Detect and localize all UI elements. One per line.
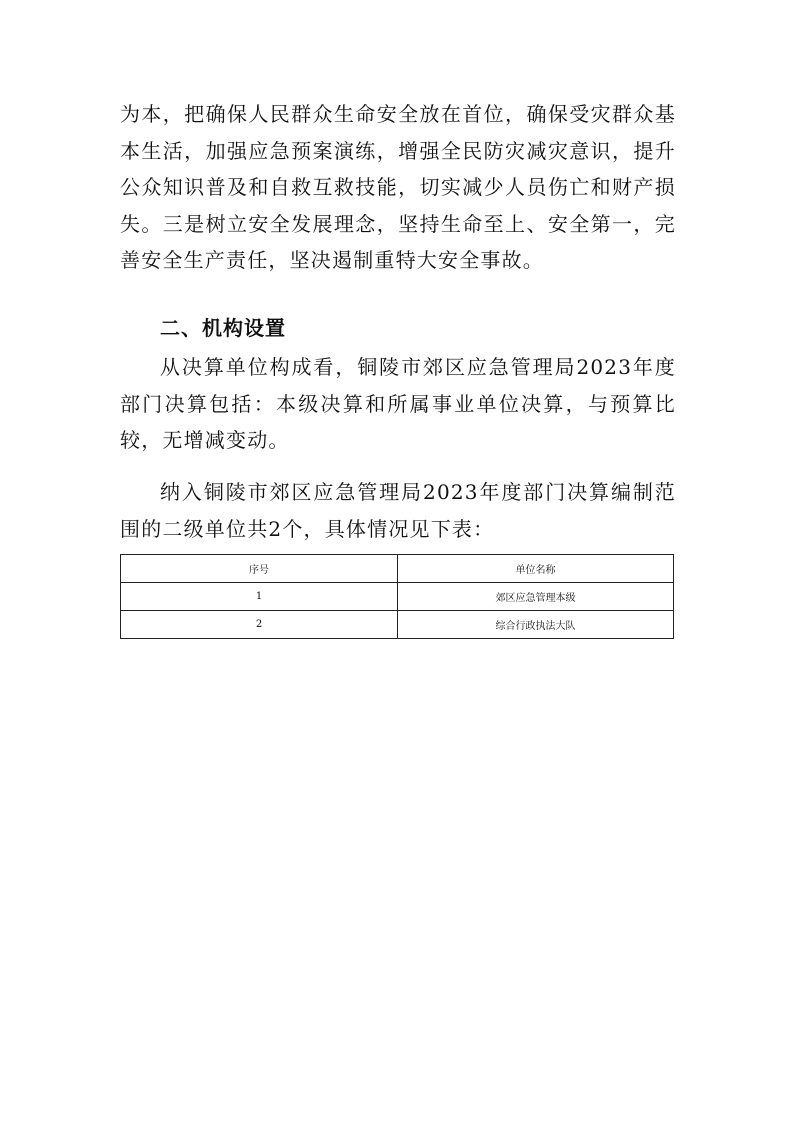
paragraph-scope: 纳入铜陵市郊区应急管理局2023年度部门决算编制范围的二级单位共2个，具体情况见下表：	[120, 480, 676, 541]
header-unit-name: 单位名称	[398, 555, 674, 583]
units-table	[120, 554, 674, 639]
paragraph-composition: 从决算单位构成看，铜陵市郊区应急管理局2023年度部门决算包括：本级决算和所属事业单位决算，与预算比较，无增减变动。	[120, 355, 676, 452]
table-header-row	[121, 555, 674, 583]
paragraph-intro: 为本，把确保人民群众生命安全放在首位，确保受灾群众基本生活，加强应急预案演练，增强全民防灾减灾意识，提升公众知识普及和自救互救技能，切实减少人员伤亡和财产损失。三是树立安全发展理念，坚持生命至上、安全第一，完善安全生产责任，坚决遏制重特大安全事故。	[120, 102, 676, 272]
cell-unit-name: 综合行政执法大队	[398, 611, 674, 639]
header-seq: 序号	[121, 555, 398, 583]
section-heading-organization: 二、机构设置	[160, 316, 286, 340]
cell-seq: 1	[121, 583, 398, 611]
table-row	[121, 611, 674, 639]
cell-seq: 2	[121, 611, 398, 639]
cell-unit-name: 郊区应急管理本级	[398, 583, 674, 611]
table-row	[121, 583, 674, 611]
